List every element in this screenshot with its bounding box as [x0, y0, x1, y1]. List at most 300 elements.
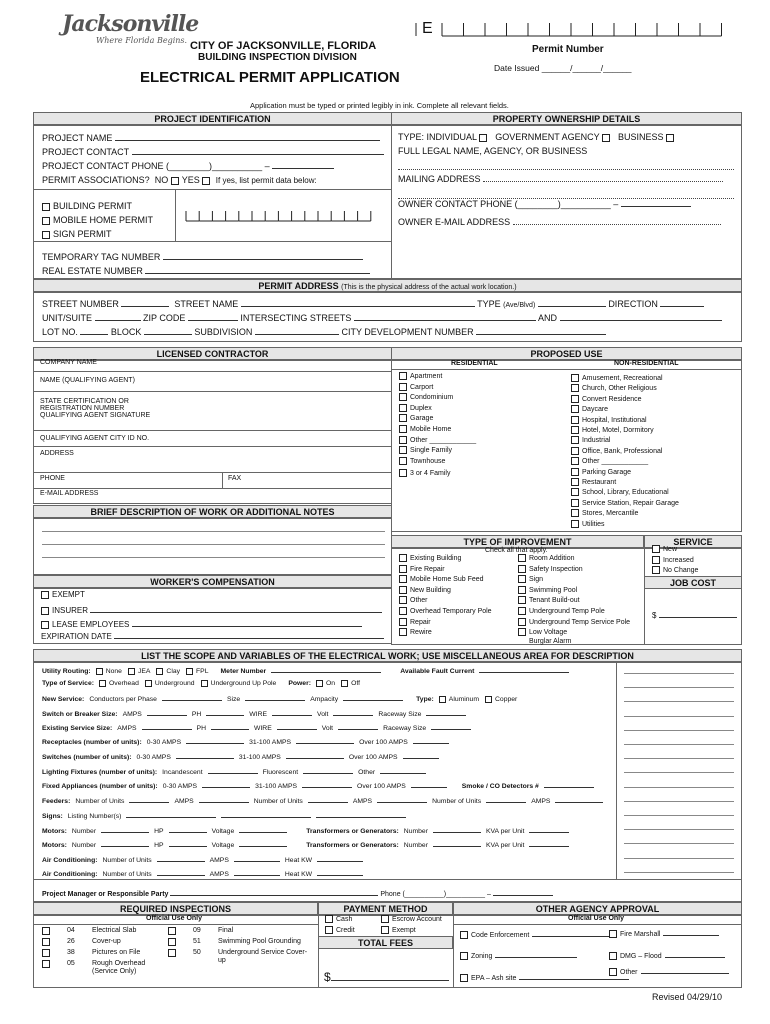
- city-id-field[interactable]: QUALIFYING AGENT CITY ID NO.: [40, 435, 150, 442]
- division-name: BUILDING INSPECTION DIVISION: [198, 52, 357, 63]
- misc-line[interactable]: [624, 829, 734, 830]
- scope-input[interactable]: [544, 781, 594, 788]
- scope-input[interactable]: [529, 840, 569, 847]
- agency-option[interactable]: [609, 967, 729, 976]
- improvement-option-b-5[interactable]: [518, 607, 605, 615]
- temporary-tag-field[interactable]: TEMPORARY TAG NUMBER: [42, 251, 363, 262]
- inspection-checkbox[interactable]: [168, 927, 176, 935]
- nonresidential-option-label: Utilities: [582, 520, 605, 528]
- nonresidential-option-8[interactable]: [571, 457, 648, 465]
- residential-option-6[interactable]: [399, 436, 476, 444]
- scope-input[interactable]: [176, 752, 234, 759]
- improvement-option-b-7[interactable]: [518, 628, 567, 636]
- nonresidential-option-checkbox[interactable]: [571, 488, 579, 496]
- nonresidential-option-10[interactable]: [571, 478, 616, 486]
- nonresidential-option-6[interactable]: [571, 436, 610, 444]
- scope-row: [42, 840, 574, 849]
- improvement-option-checkbox[interactable]: [399, 565, 407, 573]
- residential-option-checkbox[interactable]: [399, 393, 407, 401]
- scope-input[interactable]: [169, 826, 207, 833]
- residential-option-checkbox[interactable]: [399, 457, 407, 465]
- mailing-address-field[interactable]: MAILING ADDRESS: [398, 173, 723, 184]
- scope-input[interactable]: [431, 723, 471, 730]
- scope-input[interactable]: [338, 723, 378, 730]
- scope-input[interactable]: [308, 796, 348, 803]
- agency-checkbox[interactable]: [460, 931, 468, 939]
- brief-line[interactable]: [42, 544, 385, 545]
- nonresidential-option-checkbox[interactable]: [571, 416, 579, 424]
- misc-line[interactable]: [624, 801, 734, 802]
- scope-input[interactable]: [157, 869, 205, 876]
- improvement-option-b-checkbox[interactable]: [518, 586, 526, 594]
- scope-input[interactable]: [377, 796, 427, 803]
- government-checkbox[interactable]: [602, 134, 610, 142]
- residential-option-0[interactable]: [399, 372, 442, 380]
- scope-option-label: Copper: [495, 696, 518, 703]
- residential-option-2[interactable]: [399, 393, 453, 401]
- improvement-option-checkbox[interactable]: [399, 586, 407, 594]
- scope-input[interactable]: [245, 694, 305, 701]
- improvement-option-3[interactable]: [399, 586, 451, 594]
- credit-option[interactable]: Credit: [325, 926, 355, 934]
- nonresidential-option-checkbox[interactable]: [571, 499, 579, 507]
- scope-input[interactable]: [202, 781, 250, 788]
- nonresidential-option-11[interactable]: [571, 488, 669, 496]
- scope-checkbox[interactable]: [145, 680, 152, 687]
- improvement-option-checkbox[interactable]: [399, 575, 407, 583]
- scope-input[interactable]: [296, 737, 354, 744]
- scope-row: [42, 709, 471, 718]
- exempt-option[interactable]: EXEMPT: [41, 590, 85, 599]
- agency-checkbox[interactable]: [609, 952, 617, 960]
- residential-option-7[interactable]: [399, 446, 452, 454]
- nonresidential-option-checkbox[interactable]: [571, 374, 579, 382]
- service-option-2[interactable]: [652, 566, 698, 574]
- scope-input[interactable]: [186, 737, 244, 744]
- nonresidential-option-checkbox[interactable]: [571, 447, 579, 455]
- residential-option-3[interactable]: [399, 404, 432, 412]
- scope-input[interactable]: [221, 811, 311, 818]
- nonresidential-option-checkbox[interactable]: [571, 405, 579, 413]
- scope-input[interactable]: [380, 767, 426, 774]
- scope-input[interactable]: [303, 767, 353, 774]
- contractor-email-field[interactable]: E-MAIL ADDRESS: [40, 490, 99, 497]
- residential-option-5[interactable]: [399, 425, 451, 433]
- scope-row: [42, 781, 599, 790]
- inspection-checkbox[interactable]: [42, 927, 50, 935]
- scope-label: 31-100 AMPS: [249, 739, 292, 746]
- scope-label: AMPS: [209, 857, 229, 864]
- improvement-option-b-label: Sign: [529, 576, 544, 584]
- residential-option-checkbox[interactable]: [399, 425, 407, 433]
- scope-label: Number: [403, 842, 428, 849]
- scope-label: Number of Units: [75, 798, 125, 805]
- brief-line[interactable]: [42, 531, 385, 532]
- improvement-option-b-checkbox[interactable]: [518, 618, 526, 626]
- residential-option-checkbox[interactable]: [399, 414, 407, 422]
- scope-input[interactable]: [529, 826, 569, 833]
- nonresidential-option-2[interactable]: [571, 395, 642, 403]
- nonresidential-option-5[interactable]: [571, 426, 654, 434]
- nonresidential-option-checkbox[interactable]: [571, 395, 579, 403]
- misc-line[interactable]: [624, 758, 734, 759]
- owner-email-field[interactable]: OWNER E-MAIL ADDRESS: [398, 216, 721, 227]
- scope-row: [42, 752, 444, 761]
- contractor-address-field[interactable]: ADDRESS: [40, 450, 74, 457]
- improvement-option-b-0[interactable]: [518, 554, 575, 562]
- revised-date: Revised 04/29/10: [652, 992, 723, 1002]
- agency-option[interactable]: [609, 929, 719, 938]
- nonresidential-option-checkbox[interactable]: [571, 509, 579, 517]
- nonresidential-option-7[interactable]: [571, 447, 662, 455]
- scope-label: Meter Number: [220, 668, 267, 675]
- inspection-checkbox[interactable]: [42, 938, 50, 946]
- residential-option-checkbox[interactable]: [399, 383, 407, 391]
- scope-option[interactable]: [485, 696, 517, 703]
- improvement-option-4[interactable]: [399, 596, 428, 604]
- scope-input[interactable]: [147, 709, 187, 716]
- scope-input[interactable]: [239, 840, 287, 847]
- inspection-label: Pictures on File: [92, 949, 141, 956]
- residential-option-1[interactable]: [399, 383, 433, 391]
- escrow-option[interactable]: Escrow Account: [381, 915, 442, 923]
- improvement-option-1[interactable]: [399, 565, 445, 573]
- scope-label: KVA per Unit: [485, 828, 525, 835]
- scope-checkbox[interactable]: [128, 668, 135, 675]
- residential-option-label: Single Family: [410, 447, 453, 455]
- improvement-option-b-checkbox[interactable]: [518, 575, 526, 583]
- improvement-option-checkbox[interactable]: [399, 607, 407, 615]
- service-option-checkbox[interactable]: [652, 545, 660, 553]
- scope-option[interactable]: [96, 668, 122, 675]
- improvement-option-label: Fire Repair: [410, 565, 445, 573]
- misc-line[interactable]: [624, 815, 734, 816]
- scope-input[interactable]: [234, 869, 280, 876]
- assoc-yes-checkbox[interactable]: [202, 177, 210, 185]
- improvement-option-b-checkbox[interactable]: [518, 596, 526, 604]
- service-option-0[interactable]: [652, 545, 677, 553]
- improvement-option-5[interactable]: [399, 607, 492, 615]
- scope-label: Number: [71, 842, 97, 849]
- improvement-option-0[interactable]: [399, 554, 461, 562]
- scope-checkbox[interactable]: [186, 668, 193, 675]
- project-identification-header: PROJECT IDENTIFICATION: [33, 112, 392, 125]
- scope-input[interactable]: [286, 752, 344, 759]
- insurer-option[interactable]: INSURER: [41, 604, 382, 615]
- date-issued[interactable]: Date Issued ______/______/______: [494, 63, 632, 73]
- improvement-option-b-2[interactable]: [518, 575, 543, 583]
- scope-label: AMPS: [531, 798, 551, 805]
- scope-option[interactable]: [439, 696, 479, 703]
- inspection-checkbox[interactable]: [42, 949, 50, 957]
- scope-input[interactable]: [317, 869, 363, 876]
- scope-input[interactable]: [433, 826, 481, 833]
- residential-option-9[interactable]: [399, 469, 450, 477]
- address-row-2[interactable]: UNIT/SUITE ZIP CODE INTERSECTING STREETS AND: [42, 312, 722, 323]
- misc-line[interactable]: [624, 787, 734, 788]
- scope-input[interactable]: [239, 826, 287, 833]
- scope-option[interactable]: [128, 668, 150, 675]
- misc-line[interactable]: [624, 673, 734, 674]
- nonresidential-option-4[interactable]: [571, 416, 647, 424]
- nonresidential-option-checkbox[interactable]: [571, 468, 579, 476]
- instructions: Application must be typed or printed legibly in ink. Complete all relevant fields.: [250, 101, 509, 110]
- nonresidential-option-checkbox[interactable]: [571, 436, 579, 444]
- improvement-option-b-3[interactable]: [518, 586, 577, 594]
- agent-signature-field[interactable]: QUALIFYING AGENT SIGNATURE: [40, 412, 151, 419]
- expiration-date-field[interactable]: EXPIRATION DATE: [41, 630, 384, 641]
- residential-option-checkbox[interactable]: [399, 436, 407, 444]
- scope-option[interactable]: [99, 680, 139, 687]
- agency-input[interactable]: [495, 951, 577, 958]
- scope-input[interactable]: [317, 855, 363, 862]
- scope-header: LIST THE SCOPE AND VARIABLES OF THE ELECTRICAL WORK; USE MISCELLANEOUS AREA FOR DESCRIPTION: [33, 649, 742, 662]
- scope-label: Motors:: [42, 842, 67, 849]
- improvement-option-label: Existing Building: [410, 554, 462, 562]
- agency-option[interactable]: [460, 951, 577, 960]
- improvement-option-b-1[interactable]: [518, 565, 583, 573]
- improvement-option-label: Overhead Temporary Pole: [410, 607, 492, 615]
- scope-input[interactable]: [433, 840, 481, 847]
- residential-option-checkbox[interactable]: [399, 372, 407, 380]
- improvement-option-label: Rewire: [410, 629, 432, 637]
- permit-number-boxes[interactable]: [412, 20, 740, 38]
- owner-phone-field[interactable]: OWNER CONTACT PHONE (________)__________ –: [398, 198, 691, 209]
- nonresidential-option-label: Office, Bank, Professional: [582, 447, 663, 455]
- agency-checkbox[interactable]: [460, 974, 468, 982]
- nonresidential-label: NON-RESIDENTIAL: [614, 360, 679, 367]
- scope-input[interactable]: [343, 694, 403, 701]
- nonresidential-option-checkbox[interactable]: [571, 520, 579, 528]
- scope-input[interactable]: [208, 767, 258, 774]
- scope-input[interactable]: [302, 781, 352, 788]
- building-permit-option[interactable]: BUILDING PERMIT: [42, 201, 132, 211]
- nonresidential-option-14[interactable]: [571, 520, 605, 528]
- scope-checkbox[interactable]: [99, 680, 106, 687]
- agency-checkbox[interactable]: [609, 930, 617, 938]
- scope-checkbox[interactable]: [156, 668, 163, 675]
- lease-employees-option[interactable]: LEASE EMPLOYEES: [41, 618, 362, 629]
- agency-input[interactable]: [665, 951, 725, 958]
- scope-input[interactable]: [316, 811, 406, 818]
- scope-input[interactable]: [234, 855, 280, 862]
- city-logo: [62, 11, 199, 52]
- scope-input[interactable]: [206, 709, 244, 716]
- sign-permit-option[interactable]: SIGN PERMIT: [42, 229, 112, 239]
- scope-option[interactable]: [201, 680, 277, 687]
- improvement-option-b-4[interactable]: [518, 596, 580, 604]
- scope-label: Available Fault Current: [400, 668, 475, 675]
- nonresidential-option-checkbox[interactable]: [571, 384, 579, 392]
- qualifying-agent-name-field[interactable]: NAME (QUALIFYING AGENT): [40, 377, 135, 384]
- scope-label: 31-100 AMPS: [238, 754, 281, 761]
- misc-line[interactable]: [624, 872, 734, 873]
- agency-input[interactable]: [532, 930, 614, 937]
- scope-input[interactable]: [277, 723, 317, 730]
- improvement-option-2[interactable]: [399, 575, 484, 583]
- scope-input[interactable]: [272, 709, 312, 716]
- improvement-option-b-6[interactable]: [518, 618, 630, 626]
- inspection-checkbox[interactable]: [168, 938, 176, 946]
- scope-label: HP: [154, 828, 164, 835]
- agency-checkbox[interactable]: [460, 952, 468, 960]
- scope-label: Existing Service Size:: [42, 725, 113, 732]
- address-row-1[interactable]: STREET NUMBER STREET NAME TYPE (Ave/Blvd) DIRECTION: [42, 298, 704, 309]
- improvement-option-b-checkbox[interactable]: [518, 565, 526, 573]
- scope-input[interactable]: [169, 840, 207, 847]
- workers-comp-header: WORKER'S COMPENSATION: [33, 575, 392, 588]
- job-cost-field[interactable]: $: [652, 609, 737, 620]
- contractor-phone-field[interactable]: PHONE: [40, 475, 65, 482]
- nonresidential-option-checkbox[interactable]: [571, 478, 579, 486]
- agency-checkbox[interactable]: [609, 968, 617, 976]
- service-option-checkbox[interactable]: [652, 556, 660, 564]
- scope-label: Switches (number of units):: [42, 754, 132, 761]
- scope-input[interactable]: [333, 709, 373, 716]
- scope-input[interactable]: [157, 855, 205, 862]
- residential-option-8[interactable]: [399, 457, 445, 465]
- nonresidential-option-9[interactable]: [571, 468, 631, 476]
- cash-option[interactable]: Cash: [325, 915, 352, 923]
- service-option-checkbox[interactable]: [652, 566, 660, 574]
- nonresidential-option-label: Daycare: [582, 406, 609, 414]
- real-estate-field[interactable]: REAL ESTATE NUMBER: [42, 265, 370, 276]
- agency-input[interactable]: [641, 967, 729, 974]
- agency-input[interactable]: [663, 929, 719, 936]
- scope-input[interactable]: [486, 796, 526, 803]
- associated-permit-boxes[interactable]: [184, 209, 388, 223]
- misc-line[interactable]: [624, 843, 734, 844]
- inspection-code: 50: [193, 949, 201, 956]
- scope-input[interactable]: [271, 666, 381, 673]
- company-name-field[interactable]: COMPANY NAME: [40, 359, 97, 366]
- project-manager-field[interactable]: Project Manager or Responsible Party Phone (__________)__________ –: [42, 887, 553, 898]
- scope-option[interactable]: [186, 668, 208, 675]
- scope-checkbox[interactable]: [439, 696, 446, 703]
- improvement-option-checkbox[interactable]: [399, 554, 407, 562]
- scope-checkbox[interactable]: [485, 696, 492, 703]
- improvement-option-burglar[interactable]: [529, 638, 571, 645]
- improvement-option-checkbox[interactable]: [399, 628, 407, 636]
- project-contact-field[interactable]: PROJECT CONTACT: [42, 146, 384, 157]
- nonresidential-option-checkbox[interactable]: [571, 457, 579, 465]
- scope-input[interactable]: [142, 723, 192, 730]
- improvement-option-checkbox[interactable]: [399, 596, 407, 604]
- inspection-code: 38: [67, 949, 75, 956]
- reg-number-field[interactable]: REGISTRATION NUMBER: [40, 405, 125, 412]
- misc-line[interactable]: [624, 858, 734, 859]
- nonresidential-option-1[interactable]: [571, 384, 657, 392]
- form-title: ELECTRICAL PERMIT APPLICATION: [140, 69, 400, 86]
- scope-label: Voltage: [211, 828, 235, 835]
- inspection-checkbox[interactable]: [42, 960, 50, 968]
- scope-option[interactable]: [156, 668, 180, 675]
- scope-row: [42, 680, 366, 687]
- scope-input[interactable]: [403, 752, 439, 759]
- project-contact-phone-field[interactable]: PROJECT CONTACT PHONE (________)__________ –: [42, 160, 334, 171]
- nonresidential-option-0[interactable]: [571, 374, 663, 382]
- nonresidential-option-3[interactable]: [571, 405, 608, 413]
- scope-input[interactable]: [479, 666, 569, 673]
- address-row-3[interactable]: LOT NO. BLOCK SUBDIVISION CITY DEVELOPMENT NUMBER: [42, 326, 606, 337]
- scope-input[interactable]: [101, 840, 149, 847]
- residential-option-checkbox[interactable]: [399, 404, 407, 412]
- nonresidential-option-checkbox[interactable]: [571, 426, 579, 434]
- improvement-option-b-checkbox[interactable]: [518, 554, 526, 562]
- improvement-option-b-checkbox[interactable]: [518, 628, 526, 636]
- residential-option-4[interactable]: [399, 414, 433, 422]
- exempt-payment-option[interactable]: Exempt: [381, 926, 416, 934]
- residential-option-checkbox[interactable]: [399, 446, 407, 454]
- individual-checkbox[interactable]: [479, 134, 487, 142]
- improvement-option-b-label: Tenant Build-out: [529, 597, 580, 605]
- improvement-option-b-checkbox[interactable]: [518, 607, 526, 615]
- scope-checkbox[interactable]: [201, 680, 208, 687]
- misc-line[interactable]: [624, 730, 734, 731]
- business-checkbox[interactable]: [666, 134, 674, 142]
- scope-option[interactable]: [145, 680, 195, 687]
- scope-input[interactable]: [555, 796, 603, 803]
- scope-input[interactable]: [413, 737, 449, 744]
- scope-input[interactable]: [126, 811, 216, 818]
- scope-input[interactable]: [211, 723, 249, 730]
- assoc-no-checkbox[interactable]: [171, 177, 179, 185]
- agency-option[interactable]: [460, 973, 629, 982]
- scope-label: Other: [358, 769, 376, 776]
- nonresidential-option-13[interactable]: [571, 509, 638, 517]
- scope-label: 0-30 AMPS: [136, 754, 171, 761]
- scope-label: Over 100 AMPS: [359, 739, 408, 746]
- agency-option[interactable]: [460, 930, 614, 939]
- misc-line[interactable]: [624, 716, 734, 717]
- scope-checkbox[interactable]: [316, 680, 323, 687]
- scope-option[interactable]: [316, 680, 335, 687]
- scope-input[interactable]: [129, 796, 169, 803]
- inspection-checkbox[interactable]: [168, 949, 176, 957]
- scope-input[interactable]: [101, 826, 149, 833]
- misc-line[interactable]: [624, 744, 734, 745]
- project-name-field[interactable]: PROJECT NAME: [42, 132, 380, 143]
- inspection-code: 26: [67, 938, 75, 945]
- scope-input[interactable]: [162, 694, 222, 701]
- agency-option[interactable]: [609, 951, 725, 960]
- improvement-option-7[interactable]: [399, 628, 432, 636]
- total-fees-field[interactable]: $: [324, 970, 449, 984]
- scope-checkbox[interactable]: [96, 668, 103, 675]
- scope-label: AMPS: [174, 798, 194, 805]
- nonresidential-option-12[interactable]: [571, 499, 679, 507]
- scope-option-label: Underground: [154, 680, 195, 688]
- service-option-1[interactable]: [652, 556, 694, 564]
- scope-label: Over 100 AMPS: [348, 754, 398, 761]
- scope-input[interactable]: [426, 709, 466, 716]
- misc-line[interactable]: [624, 687, 734, 688]
- scope-option[interactable]: [341, 680, 360, 687]
- improvement-option-checkbox[interactable]: [399, 618, 407, 626]
- scope-checkbox[interactable]: [341, 680, 348, 687]
- improvement-option-6[interactable]: [399, 618, 431, 626]
- scope-input[interactable]: [411, 781, 447, 788]
- mobile-home-permit-option[interactable]: MOBILE HOME PERMIT: [42, 215, 153, 225]
- residential-option-checkbox[interactable]: [399, 469, 407, 477]
- contractor-fax-field[interactable]: FAX: [228, 475, 242, 482]
- misc-line[interactable]: [624, 772, 734, 773]
- misc-line[interactable]: [624, 701, 734, 702]
- improvement-option-b-label: Swimming Pool: [529, 586, 578, 594]
- scope-input[interactable]: [199, 796, 249, 803]
- scope-row: [42, 811, 411, 820]
- brief-line[interactable]: [42, 557, 385, 558]
